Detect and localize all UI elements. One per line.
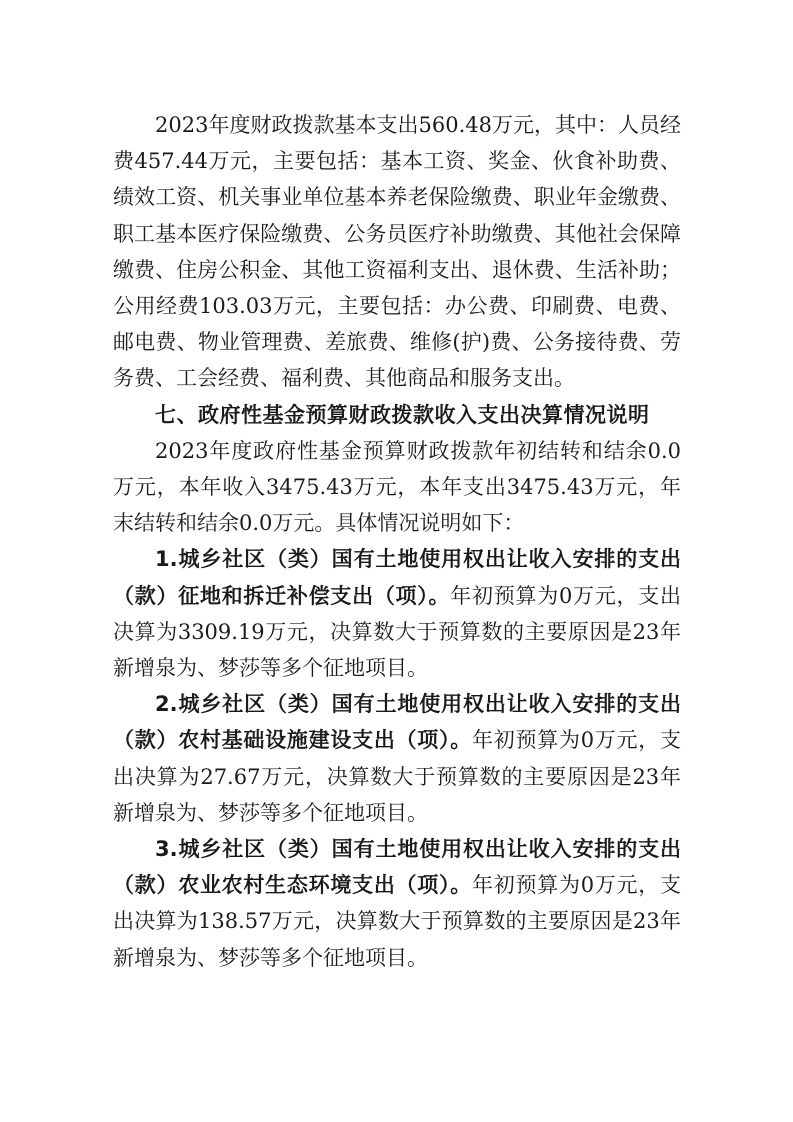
list-item (113, 831, 681, 976)
item-text: 年初预算为0万元，支出决算为138.57万元，决算数大于预算数的主要原因是23年新增泉为、梦莎等多个征地项目。 (113, 873, 681, 970)
section-heading: 七、政府性基金预算财政拨款收入支出决算情况说明 (155, 402, 650, 427)
list-item (113, 541, 681, 686)
item-title: 1.城乡社区（类）国有土地使用权出让收入安排的支出（款）征地和拆迁补偿支出（项）。 (113, 547, 681, 608)
item-text: 年初预算为0万元，支出决算为3309.19万元，决算数大于预算数的主要原因是23年新增泉为、梦莎等多个征地项目。 (113, 583, 681, 681)
item-title: 3.城乡社区（类）国有土地使用权出让收入安排的支出（款）农业农村生态环境支出（项）。 (113, 837, 681, 898)
list-item (113, 686, 681, 831)
document-body (113, 107, 681, 976)
item-text: 年初预算为0万元，支出决算为27.67万元，决算数大于预算数的主要原因是23年新增泉为、梦莎等多个征地项目。 (113, 728, 681, 825)
item-title: 2.城乡社区（类）国有土地使用权出让收入安排的支出（款）农村基础设施建设支出（项）。 (113, 692, 681, 753)
paragraph-basic-expenditure: 2023年度财政拨款基本支出560.48万元，其中：人员经费457.44万元，主要包括：基本工资、奖金、伙食补助费、绩效工资、机关事业单位基本养老保险缴费、职业年金缴费、职工基本医疗保险缴费、公务员医疗补助缴费、其他社会保障缴费、住房公积金、其他工资福利支出、退休费、生活补助；公用经费103.03万元，主要包括：办公费、印刷费、电费、邮电费、物业管理费、差旅费、维修(护)费、公务接待费、劳务费、工会经费、福利费、其他商品和服务支出。 (113, 113, 681, 391)
paragraph-fund-summary: 2023年度政府性基金预算财政拨款年初结转和结余0.0万元，本年收入3475.43万元，本年支出3475.43万元，年末结转和结余0.0万元。具体情况说明如下： (113, 438, 681, 536)
